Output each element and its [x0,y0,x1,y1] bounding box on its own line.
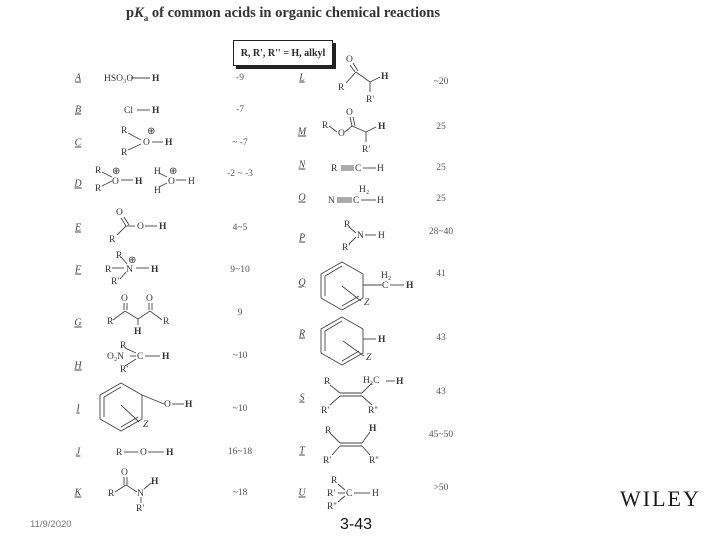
d-r2: R [95,184,102,194]
substituent-note: R, R', R'' = H, alkyl [240,47,326,59]
u-r1: R [331,476,338,486]
k-r2: R' [136,504,145,514]
c-r2: R [121,148,128,158]
c-r1: R [121,126,128,136]
e-o1: O [116,208,123,218]
f-n: N [126,265,133,275]
m-o1: O [338,129,345,139]
row-label-m: M [297,126,307,138]
k-h: H [151,477,159,487]
a-formula: HSO₃O [104,74,134,84]
e-o2: O [137,222,144,232]
row-label-o: O [298,192,306,204]
q-h: H [406,281,414,291]
u-r2: R' [327,489,336,499]
p-r1: R [344,220,351,230]
wiley-logo: WILEY [620,486,701,511]
n-h: H [377,164,384,174]
m-r: R [322,121,329,131]
t-r2: R' [323,456,332,466]
q-h2: H₂ [381,271,392,281]
substituent-note-box [233,40,333,66]
a-h: H [152,74,160,84]
q-z: Z [364,298,370,308]
row-label-p: P [298,232,306,244]
l-r1: R [338,83,345,93]
footer-date: 11/9/2020 [30,519,72,530]
h-h: H [162,352,170,362]
f-r1: R [116,251,123,261]
m-o2: O [346,108,353,118]
title-sub: a [143,12,149,23]
i-h: H [185,400,193,410]
row-label-i: I [76,403,80,415]
n-r: R [331,164,338,174]
s-r2: R' [321,406,330,416]
l-r2: R' [366,95,375,105]
p-r2: R' [342,243,351,253]
h-c: C [137,352,144,362]
d-h1: H [135,177,143,187]
u-c: C [346,489,353,499]
pka-p: 28~40 [428,227,454,237]
page-title [126,5,440,23]
d-o2: O [168,177,175,187]
m-h: H [378,122,386,132]
r-h: H [378,335,386,345]
j-h: H [166,448,174,458]
u-h: H [372,489,379,499]
b-cl: Cl [124,106,133,116]
s-h: H [396,377,404,387]
g-h: H [134,327,142,337]
d-o1: O [112,177,119,187]
pka-f: 9~10 [230,265,250,275]
pka-g: 9 [237,308,243,318]
title-k: K [134,5,144,21]
pka-d: -2 ~ -3 [227,169,253,179]
row-label-t: T [299,445,305,457]
o-h: H [377,196,384,206]
row-label-f: F [74,264,82,276]
title-text: of common acids in organic chemical reactions [148,5,440,21]
pka-i: ~10 [232,404,248,414]
pka-k: ~18 [232,488,248,498]
row-label-c: C [74,137,82,149]
f-h: H [151,265,159,275]
m-r2: R' [362,145,371,155]
pka-c: ~ -7 [232,138,248,148]
pka-h: ~10 [232,351,248,361]
i-z: Z [143,420,149,430]
pka-e: 4~5 [232,223,248,233]
page-number: 3-43 [340,516,373,533]
k-n: N [137,489,144,499]
h-r1: R [120,341,127,351]
n-c2: C [355,164,362,174]
c-o: O [143,138,150,148]
row-label-k: K [74,487,82,499]
d-charge1: ⊕ [112,166,121,177]
r-z: Z [366,353,372,363]
pka-j: 16~18 [227,447,253,457]
d-r1: R [95,166,102,176]
d-h4: H [188,177,195,187]
h-r2: R' [120,365,129,375]
row-label-j: J [75,446,81,458]
g-o1: O [121,294,128,304]
f-r3: R' [111,277,120,287]
f-charge: ⊕ [128,255,137,266]
row-label-g: G [74,317,82,329]
pka-a: -9 [236,73,244,83]
row-label-q: Q [298,277,306,289]
pka-m: 25 [436,122,446,132]
b-h: H [152,106,160,116]
row-label-n: N [298,159,306,171]
h-nitro: O₂N [107,352,125,362]
c-charge: ⊕ [147,126,156,137]
pka-b: -7 [236,105,244,115]
i-o: O [164,400,171,410]
row-label-r: R [298,328,306,340]
s-r1: R [324,377,331,387]
pka-q: 41 [436,269,446,279]
e-h: H [159,222,167,232]
row-label-a: A [74,72,82,84]
p-h: H [378,231,385,241]
pka-s: 43 [436,387,446,397]
o-h2: H₂ [359,185,370,195]
l-h: H [381,72,389,82]
d-h2: H [154,167,161,177]
j-r: R [116,448,123,458]
title-p: p [126,5,135,21]
pka-n: 25 [436,163,446,173]
e-r: R [109,235,116,245]
l-o: O [346,55,353,65]
row-label-d: D [74,178,82,190]
s-r3: R'' [368,406,378,416]
row-label-l: L [299,72,305,84]
pka-l: ~20 [433,77,449,87]
k-o: O [121,468,128,478]
g-r1: R [107,317,114,327]
pka-o: 25 [436,194,446,204]
d-charge2: ⊕ [169,166,178,177]
pka-u: >50 [433,483,449,493]
g-r2: R [163,317,170,327]
row-label-h: H [74,360,82,372]
row-label-u: U [298,487,306,499]
g-o2: O [146,294,153,304]
f-r2: R [105,265,112,275]
j-o: O [140,448,147,458]
u-r3: R'' [327,502,337,512]
p-n: N [357,231,364,241]
pka-r: 43 [436,333,446,343]
t-r3: R'' [369,456,379,466]
o-c2: C [353,196,360,206]
s-h2c: H₂C [363,376,380,386]
row-label-s: S [299,392,305,404]
k-r1: R [108,489,115,499]
q-c: C [382,281,389,291]
t-h: H [369,424,377,434]
row-label-e: E [74,222,82,234]
c-h: H [165,138,173,148]
d-h3: H [154,186,161,196]
row-label-b: B [74,104,82,116]
o-n: N [328,196,335,206]
pka-t: 45~50 [428,430,454,440]
t-r1: R [325,426,332,436]
